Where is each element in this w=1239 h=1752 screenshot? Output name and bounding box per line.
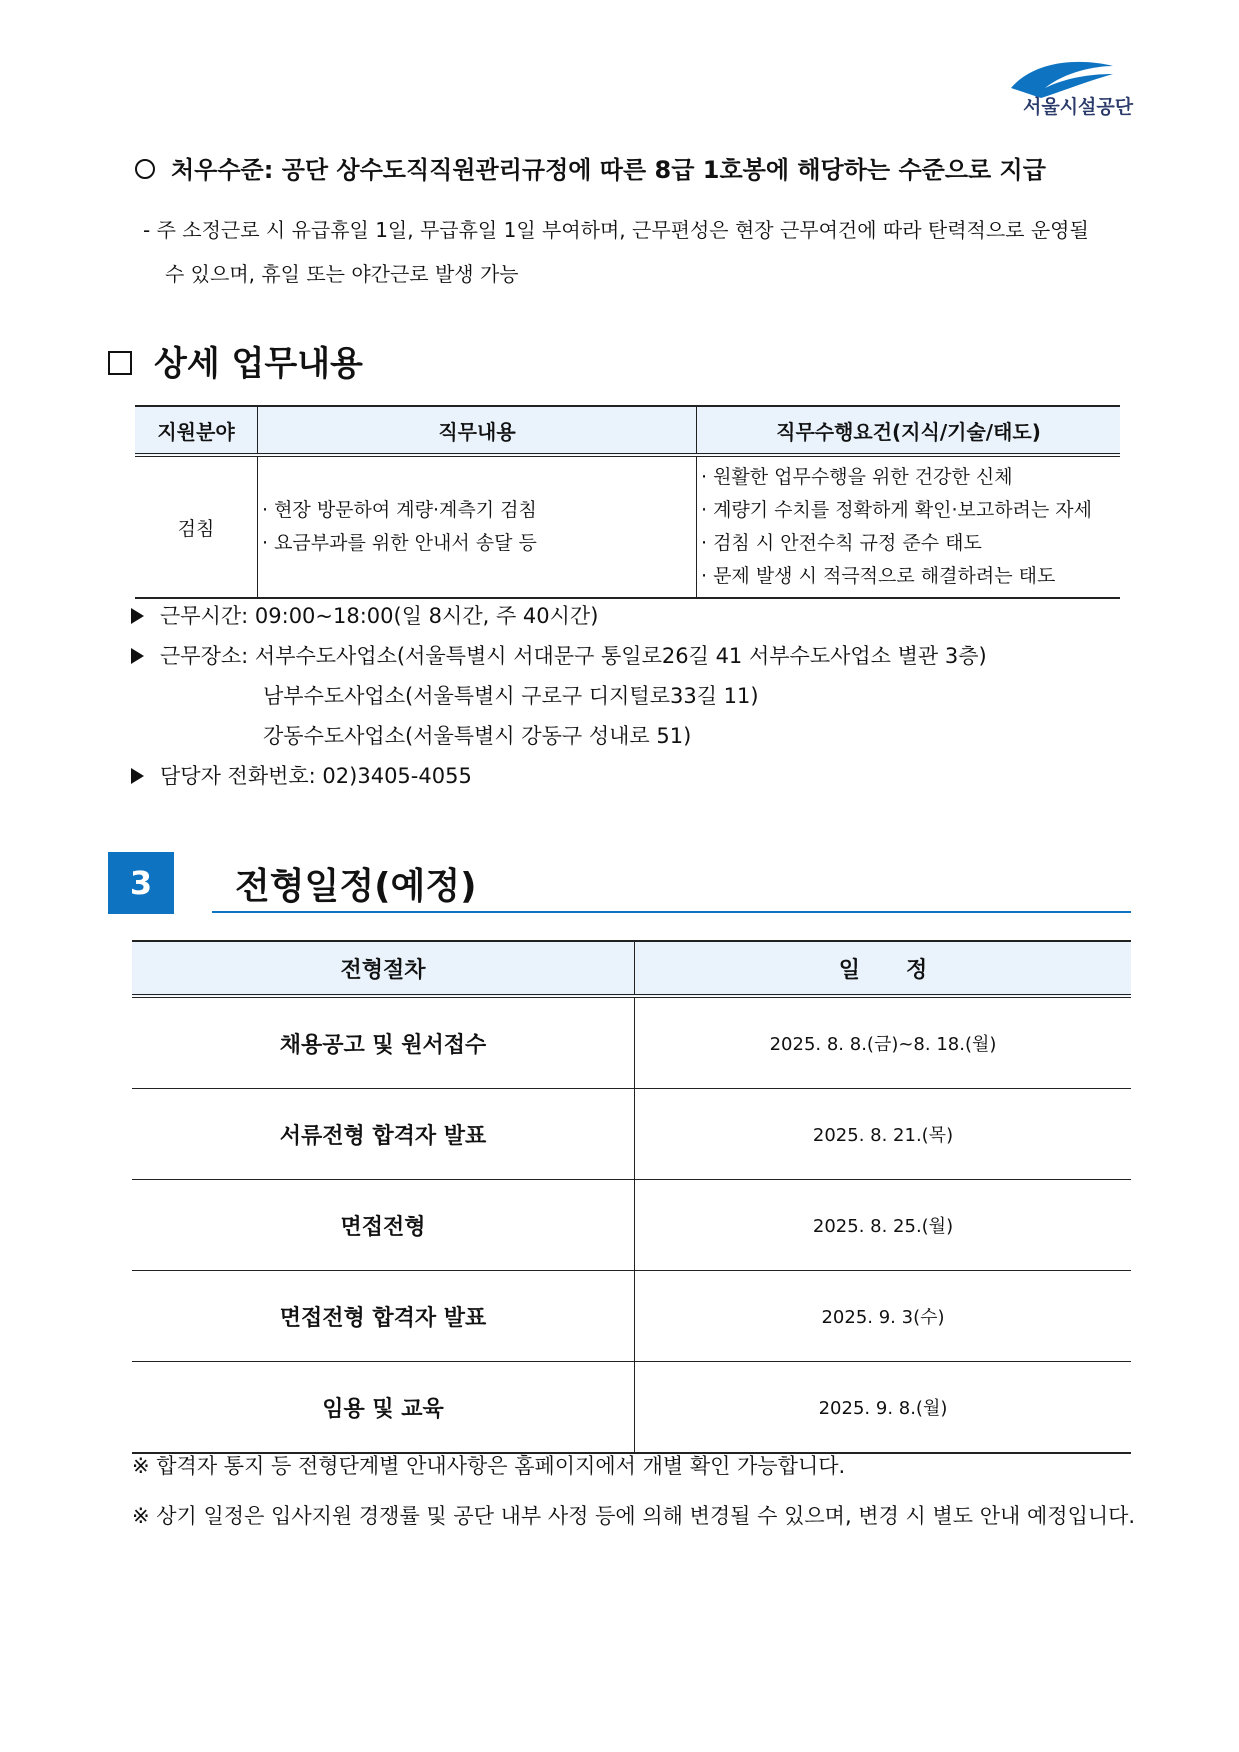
task-item: · 요금부과를 위한 안내서 송달 등: [262, 532, 537, 554]
requirement-item: · 계량기 수치를 정확하게 확인·보고하려는 자세: [701, 499, 1093, 521]
schedule-date: 2025. 8. 25.(월): [635, 1180, 1132, 1271]
field-cell: 검침: [177, 517, 215, 540]
header-step: 전형절차: [132, 941, 635, 996]
triangle-bullet-icon: [131, 648, 144, 664]
section-number-badge: 3: [108, 852, 174, 914]
schedule-row: [132, 1180, 1131, 1271]
task-item: · 현장 방문하여 계량·계측기 검침: [262, 499, 537, 521]
work-hours-text: 근무시간: 09:00~18:00(일 8시간, 주 40시간): [160, 604, 599, 628]
work-location-item: 서부수도사업소(서울특별시 서대문구 통일로26길 41 서부수도사업소 별관 3층): [254, 644, 987, 668]
work-location-item: 남부수도사업소(서울특별시 구로구 디지털로33길 11): [263, 684, 759, 708]
organization-logo: [1005, 52, 1145, 122]
schedule-table-header: [132, 941, 1131, 996]
schedule-note: ※ 합격자 통지 등 전형단계별 안내사항은 홈페이지에서 개별 확인 가능합니다.: [132, 1454, 846, 1478]
schedule-step: 채용공고 및 원서접수: [132, 996, 635, 1089]
requirement-item: · 원활한 업무수행을 위한 건강한 신체: [701, 466, 1013, 488]
schedule-row: [132, 1271, 1131, 1362]
requirements-cell: [697, 455, 1121, 598]
compensation-heading-text: 처우수준: 공단 상수도직직원관리규정에 따른 8급 1호봉에 해당하는 수준으로 지급: [171, 156, 1046, 184]
schedule-step: 면접전형 합격자 발표: [132, 1271, 635, 1362]
work-location-item: 강동수도사업소(서울특별시 강동구 성내로 51): [263, 724, 692, 748]
duties-table: [135, 405, 1120, 599]
header-requirements: 직무수행요건(지식/기술/태도): [697, 406, 1121, 455]
schedule-date: 2025. 8. 21.(목): [635, 1089, 1132, 1180]
triangle-bullet-icon: [131, 768, 144, 784]
header-date: [635, 941, 1132, 996]
square-bullet-icon: [108, 351, 132, 375]
work-hours: [131, 600, 598, 630]
compensation-note-line1: - 주 소정근로 시 유급휴일 1일, 무급휴일 1일 부여하며, 근무편성은 현장 근무여건에 따라 탄력적으로 운영될: [143, 218, 1089, 242]
circle-bullet-icon: [135, 159, 155, 179]
header-date-text: 일 정: [838, 957, 928, 983]
schedule-table: [132, 940, 1131, 1454]
duties-section-title: 상세 업무내용: [154, 344, 363, 384]
schedule-date: 2025. 9. 8.(월): [635, 1362, 1132, 1454]
schedule-note: ※ 상기 일정은 입사지원 경쟁률 및 공단 내부 사정 등에 의해 변경될 수 있으며, 변경 시 별도 안내 예정입니다.: [132, 1504, 1136, 1528]
duties-table-row: [135, 455, 1120, 598]
schedule-row: [132, 996, 1131, 1089]
schedule-step: 면접전형: [132, 1180, 635, 1271]
logo-text: 서울시설공단: [1023, 96, 1134, 118]
compensation-note-line2: 수 있으며, 휴일 또는 야간근로 발생 가능: [165, 262, 519, 286]
schedule-date: 2025. 9. 3(수): [635, 1271, 1132, 1362]
triangle-bullet-icon: [131, 608, 144, 624]
duties-table-header: [135, 406, 1120, 455]
compensation-heading: [135, 150, 1046, 185]
schedule-date: 2025. 8. 8.(금)~8. 18.(월): [635, 996, 1132, 1089]
work-location-label: 근무장소:: [160, 644, 255, 668]
schedule-title-underline: [212, 911, 1131, 913]
schedule-title: 전형일정(예정): [235, 866, 477, 907]
schedule-step: 임용 및 교육: [132, 1362, 635, 1454]
tasks-cell: [258, 455, 697, 598]
header-tasks: 직무내용: [258, 406, 697, 455]
requirement-item: · 문제 발생 시 적극적으로 해결하려는 태도: [701, 565, 1056, 587]
duties-section-heading: [108, 336, 363, 385]
compensation-note: [143, 208, 1143, 296]
contact-phone-text: 담당자 전화번호: 02)3405-4055: [160, 764, 472, 788]
schedule-row: [132, 1362, 1131, 1454]
requirement-item: · 검침 시 안전수칙 규정 준수 태도: [701, 532, 982, 554]
schedule-row: [132, 1089, 1131, 1180]
work-location: [131, 640, 987, 670]
schedule-step: 서류전형 합격자 발표: [132, 1089, 635, 1180]
header-field: 지원분야: [135, 406, 258, 455]
contact-phone: [131, 760, 472, 790]
